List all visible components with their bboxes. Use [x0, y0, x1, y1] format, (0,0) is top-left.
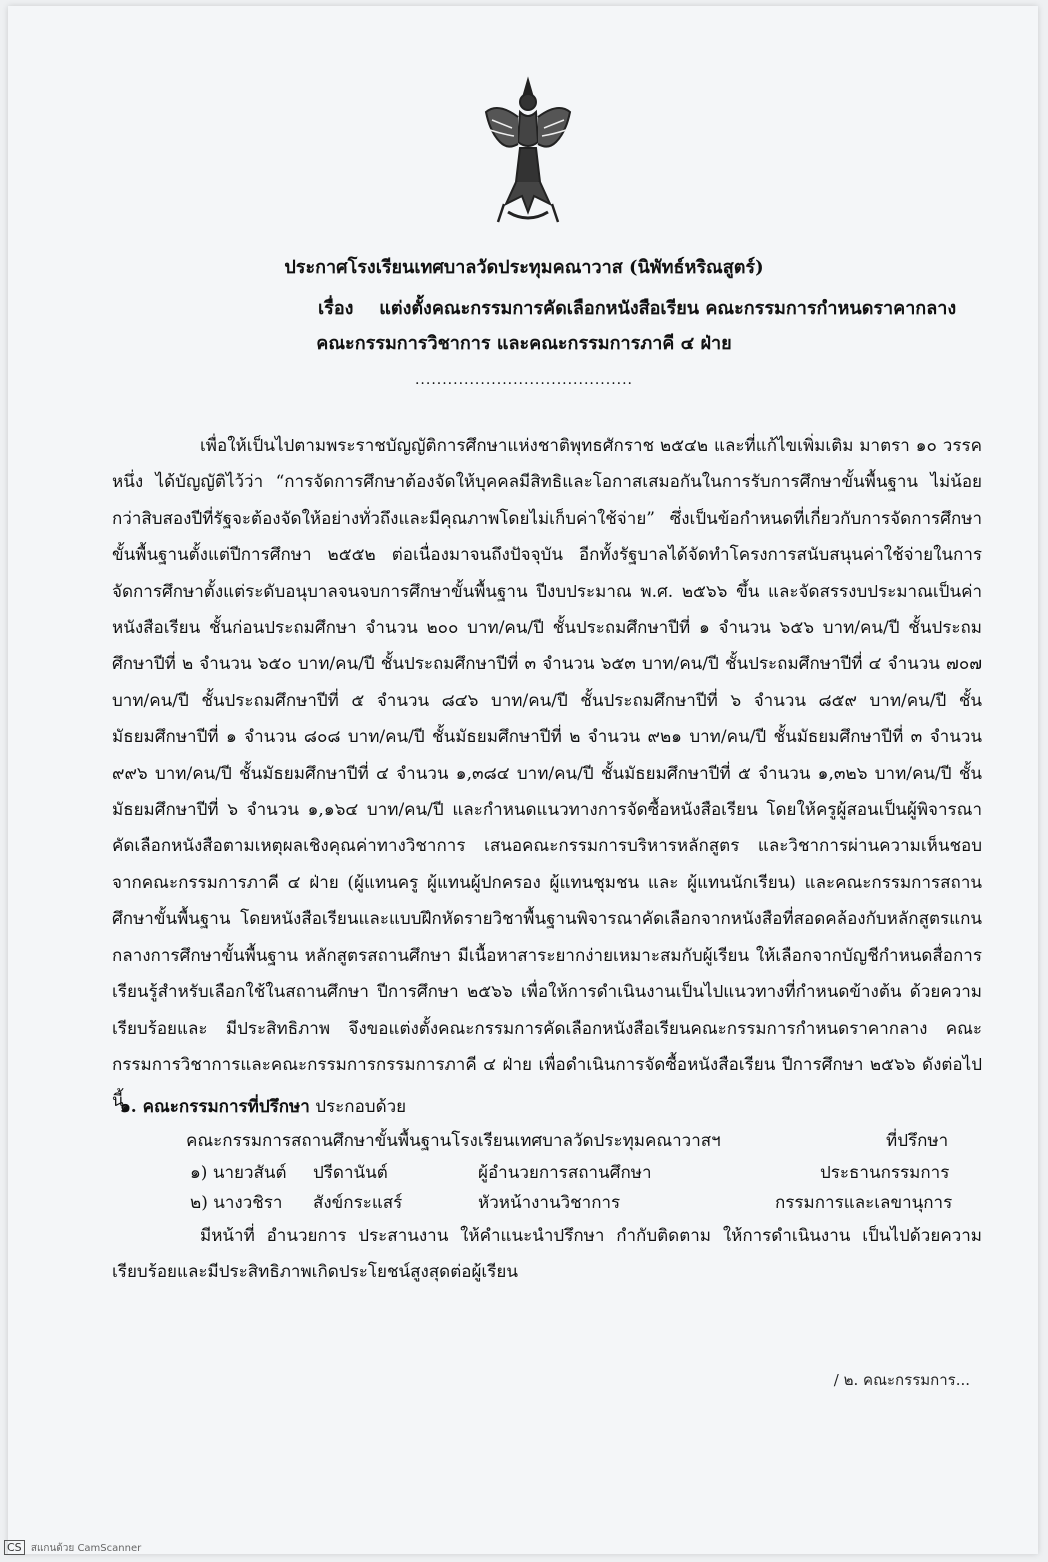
board-role: ที่ปรึกษา — [886, 1131, 949, 1151]
member-2-position: หัวหน้างานวิชาการ — [478, 1193, 621, 1213]
announcement-title: ประกาศโรงเรียนเทศบาลวัดประทุมคณาวาส (นิพัทธ์หริณสูตร์) — [284, 257, 764, 278]
next-page-marker: / ๒. คณะกรรมการ... — [833, 1371, 970, 1389]
member-2-surname: สังข์กระแสร์ — [313, 1193, 403, 1213]
subject-text: แต่งตั้งคณะกรรมการคัดเลือกหนังสือเรียน คณะกรรมการกำหนดราคากลาง — [379, 298, 957, 319]
camscanner-logo-icon: CS — [4, 1540, 25, 1555]
scanner-watermark — [4, 1540, 141, 1556]
subject-label: เรื่อง — [318, 298, 354, 319]
member-1-surname: ปรีดานันต์ — [313, 1163, 388, 1183]
section-1-heading — [120, 1093, 406, 1120]
board-name: คณะกรรมการสถานศึกษาขั้นพื้นฐานโรงเรียนเทศบาลวัดประทุมคณาวาสฯ — [186, 1131, 721, 1151]
subject-line — [318, 293, 956, 322]
member-1-name: ๑) นายวสันต์ — [190, 1163, 287, 1183]
subject-continuation: คณะกรรมการวิชาการ และคณะกรรมการภาคี ๔ ฝ่าย — [316, 333, 732, 354]
garuda-emblem-icon — [478, 72, 578, 232]
section-1-title: ๑. คณะกรรมการที่ปรึกษา — [120, 1097, 310, 1117]
watermark-text: สแกนด้วย CamScanner — [30, 1543, 142, 1554]
member-2-role: กรรมการและเลขานุการ — [775, 1193, 953, 1213]
section-1-duty: มีหน้าที่ อำนวยการ ประสานงาน ให้คำแนะนำปรึกษา กำกับติดตาม ให้การดำเนินงาน เป็นไปด้วยความเรียบร้อยและมีประสิทธิภาพเกิดประโยชน์สูงสุดต่อผู้เรียน — [112, 1226, 982, 1282]
section-1-suffix: ประกอบด้วย — [315, 1097, 407, 1117]
member-2-name: ๒) นางวชิรา — [190, 1193, 283, 1213]
member-1-role: ประธานกรรมการ — [820, 1163, 950, 1183]
member-1-position: ผู้อำนวยการสถานศึกษา — [478, 1163, 652, 1183]
main-paragraph: เพื่อให้เป็นไปตามพระราชบัญญัติการศึกษาแห่งชาติพุทธศักราช ๒๕๔๒ และที่แก้ไขเพิ่มเติม มาตรา ๑๐ วรรคหนึ่ง ได้บัญญัติไว้ว่า “การจัดการศึกษาต้องจัดให้บุคคลมีสิทธิและโอกาสเสมอกันในการรับการศึกษาขั้นพื้นฐาน ไม่น้อยกว่าสิบสองปีที่รัฐจะต้องจัดให้อย่างทั่วถึงและมีคุณภาพโดยไม่เก็บค่าใช้จ่าย” ซึ่งเป็นข้อกำหนดที่เกี่ยวกับการจัดการศึกษาขั้นพื้นฐานตั้งแต่ปีการศึกษา ๒๕๕๒ ต่อเนื่องมาจนถึงปัจจุบัน อีกทั้งรัฐบาลได้จัดทำโครงการสนับสนุนค่าใช้จ่ายในการจัดการศึกษาตั้งแต่ระดับอนุบาลจนจบการศึกษาขั้นพื้นฐาน ปีงบประมาณ พ.ศ. ๒๕๖๖ ขึ้น และจัดสรรงบประมาณเป็นค่าหนังสือเรียน ชั้นก่อนประถมศึกษา จำนวน ๒๐๐ บาท/คน/ปี ชั้นประถมศึกษาปีที่ ๑ จำนวน ๖๕๖ บาท/คน/ปี ชั้นประถมศึกษาปีที่ ๒ จำนวน ๖๕๐ บาท/คน/ปี ชั้นประถมศึกษาปีที่ ๓ จำนวน ๖๕๓ บาท/คน/ปี ชั้นประถมศึกษาปีที่ ๔ จำนวน ๗๐๗ บาท/คน/ปี ชั้นประถมศึกษาปีที่ ๕ จำนวน ๘๔๖ บาท/คน/ปี ชั้นประถมศึกษาปีที่ ๖ จำนวน ๘๕๙ บาท/คน/ปี ชั้นมัธยมศึกษาปีที่ ๑ จำนวน ๘๐๘ บาท/คน/ปี ชั้นมัธยมศึกษาปีที่ ๒ จำนวน ๙๒๑ บาท/คน/ปี ชั้นมัธยมศึกษาปีที่ ๓ จำนวน ๙๙๖ บาท/คน/ปี ชั้นมัธยมศึกษาปีที่ ๔ จำนวน ๑,๓๘๔ บาท/คน/ปี ชั้นมัธยมศึกษาปีที่ ๕ จำนวน ๑,๓๒๖ บาท/คน/ปี ชั้นมัธยมศึกษาปีที่ ๖ จำนวน ๑,๑๖๔ บาท/คน/ปี และกำหนดแนวทางการจัดซื้อหนังสือเรียน โดยให้ครูผู้สอนเป็นผู้พิจารณาคัดเลือกหนังสือตามเหตุผลเชิงคุณค่าทางวิชาการ เสนอคณะกรรมการบริหารหลักสูตร และวิชาการผ่านความเห็นชอบจากคณะกรรมการภาคี ๔ ฝ่าย (ผู้แทนครู ผู้แทนผู้ปกครอง ผู้แทนชุมชน และ ผู้แทนนักเรียน) และคณะกรรมการสถานศึกษาขั้นพื้นฐาน โดยหนังสือเรียนและแบบฝึกหัดรายวิชาพื้นฐานพิจารณาคัดเลือกจากหนังสือที่สอดคล้องกับหลักสูตรแกนกลางการศึกษาขั้นพื้นฐาน หลักสูตรสถานศึกษา มีเนื้อหาสาระยากง่ายเหมาะสมกับผู้เรียน ให้เลือกจากบัญชีกำหนดสื่อการเรียนรู้สำหรับเลือกใช้ในสถานศึกษา ปีการศึกษา ๒๕๖๖ เพื่อให้การดำเนินงานเป็นไปแนวทางที่กำหนดข้างต้น ด้วยความเรียบร้อยและ มีประสิทธิภาพ จึงขอแต่งตั้งคณะกรรมการคัดเลือกหนังสือเรียนคณะกรรมการกำหนดราคากลาง คณะกรรมการวิชาการและคณะกรรมการกรรมการภาคี ๔ ฝ่าย เพื่อดำเนินการจัดซื้อหนังสือเรียน ปีการศึกษา ๒๕๖๖ ดังต่อไปนี้ — [112, 436, 982, 1112]
separator-dots: ........................................ — [414, 372, 633, 388]
